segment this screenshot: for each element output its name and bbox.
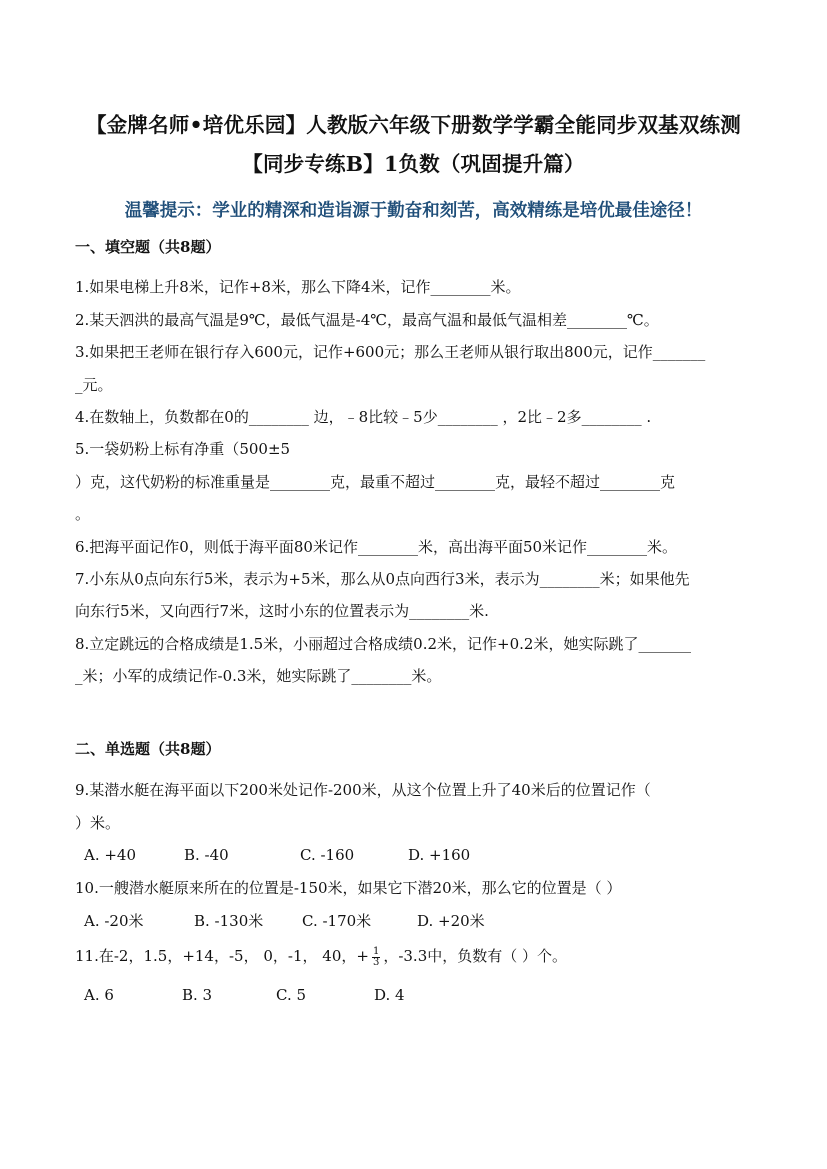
q9-option-d[interactable]: D. +160: [408, 846, 471, 864]
q5-line-cont: ）克，这代奶粉的标准重量是________克，最重不超过________克，最轻不超过________克: [75, 473, 676, 491]
q7-line: 7.小东从0点向东行5米，表示为+5米，那么从0点向西行3米，表示为________米；如果他先: [75, 570, 690, 588]
q4-line: 4.在数轴上，负数都在0的________ 边，﹣8比较﹣5少________ ，2比﹣2多________ .: [75, 408, 652, 426]
q9-option-a[interactable]: A. +40: [84, 846, 137, 864]
tip-text: 温馨提示：学业的精深和造诣源于勤奋和刻苦，高效精练是培优最佳途径！: [124, 201, 703, 221]
q10-line: 10.一艘潜水艇原来所在的位置是-150米，如果它下潜20米，那么它的位置是（ ）: [75, 879, 622, 897]
q9-line-cont: ）米。: [75, 814, 121, 832]
q10-option-d[interactable]: D. +20米: [417, 912, 485, 930]
q3-line-cont: _元。: [75, 376, 113, 394]
q10-options: [84, 910, 485, 931]
q9-options: [84, 846, 470, 864]
section1-heading: 一、填空题（共8题）: [75, 238, 221, 256]
q9-line: 9.某潜水艇在海平面以下200米处记作-200米，从这个位置上升了40米后的位置记作（: [75, 781, 651, 799]
section2-heading: 二、单选题（共8题）: [75, 740, 221, 758]
q11-line: [75, 945, 567, 968]
document-title-line2: 【同步专练B】1负数（巩固提升篇）: [242, 152, 585, 176]
q11-fraction-numerator: 1: [372, 945, 380, 957]
q11-option-b[interactable]: B. 3: [182, 986, 213, 1004]
q11-option-d[interactable]: D. 4: [374, 986, 405, 1004]
q8-line-cont: _米；小军的成绩记作-0.3米，她实际跳了________米。: [75, 667, 442, 685]
q10-option-b[interactable]: B. -130米: [194, 912, 264, 930]
q1-line: 1.如果电梯上升8米，记作+8米，那么下降4米，记作________米。: [75, 278, 521, 296]
q2-line: 2.某天泗洪的最高气温是9℃，最低气温是-4℃，最高气温和最低气温相差________℃。: [75, 311, 659, 329]
q5-line-end: 。: [75, 505, 91, 523]
q7-line-cont: 向东行5米，又向西行7米，这时小东的位置表示为________米.: [75, 602, 489, 620]
q11-option-a[interactable]: A. 6: [84, 986, 114, 1004]
q9-option-c[interactable]: C. -160: [300, 846, 355, 864]
document-title-line1: 【金牌名师•培优乐园】人教版六年级下册数学学霸全能同步双基双练测: [85, 113, 741, 137]
q9-option-b[interactable]: B. -40: [184, 846, 229, 864]
q11-fraction-denominator: 3: [372, 956, 380, 968]
q11-text-before: 11.在-2，1.5，+14，-5， 0，-1， 40，+: [75, 947, 369, 965]
q8-line: 8.立定跳远的合格成绩是1.5米，小丽超过合格成绩0.2米，记作+0.2米，她实际跳了_______: [75, 635, 691, 653]
q6-line: 6.把海平面记作0，则低于海平面80米记作________米，高出海平面50米记作________米。: [75, 538, 678, 556]
q11-option-c[interactable]: C. 5: [276, 986, 307, 1004]
q11-options: [84, 986, 405, 1004]
q10-option-a[interactable]: A. -20米: [84, 912, 144, 930]
q10-option-c[interactable]: C. -170米: [302, 912, 372, 930]
q11-text-after: ，-3.3中，负数有（ ）个。: [383, 947, 568, 965]
q11-fraction: [372, 947, 380, 968]
q3-line: 3.如果把王老师在银行存入600元，记作+600元；那么王老师从银行取出800元，记作_______: [75, 343, 706, 361]
q5-line: 5.一袋奶粉上标有净重（500±5: [75, 440, 291, 458]
